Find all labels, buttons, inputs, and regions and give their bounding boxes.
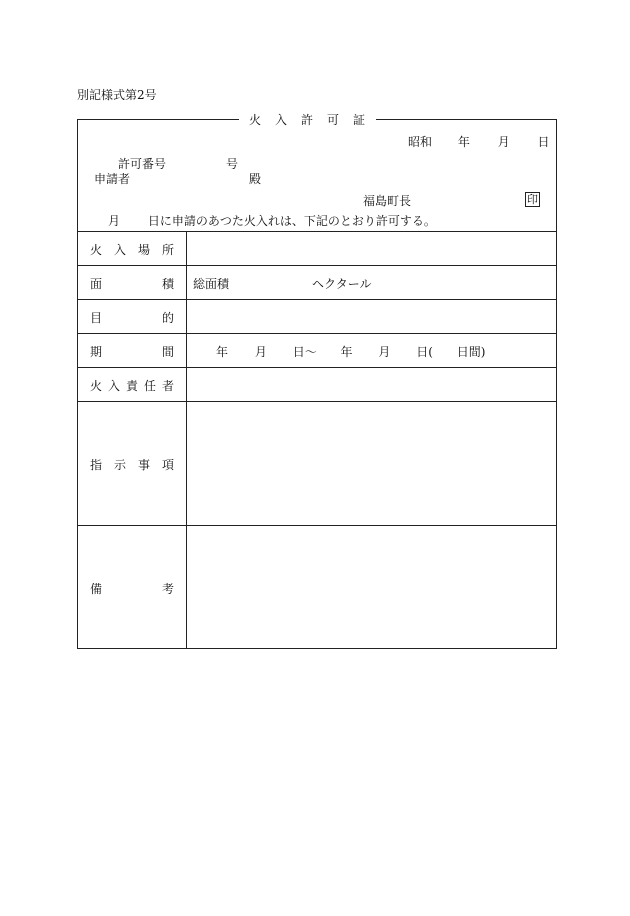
date-month: 月 (497, 135, 510, 149)
issue-date (408, 133, 550, 150)
period-start-year: 年 (216, 345, 229, 359)
label-char: 者 (161, 379, 174, 393)
permit-number-label: 許可番号 (118, 157, 167, 171)
period-start-month: 月 (254, 345, 267, 359)
date-era: 昭和 (408, 135, 433, 149)
applicant-honorific: 殿 (249, 172, 262, 186)
label-char: 間 (161, 345, 174, 359)
row-divider (77, 333, 556, 334)
label-char: 指 (90, 458, 103, 472)
form-number: 別記様式第2号 (77, 88, 157, 102)
row-label-area (90, 275, 174, 292)
area-value-prefix: 総面積 (193, 277, 230, 291)
issuer-name: 福島町長 (363, 194, 412, 208)
row-label-responsible (90, 377, 174, 394)
period-value (216, 343, 485, 360)
label-char: 事 (137, 458, 150, 472)
statement-month: 月 (108, 214, 121, 228)
row-label-period (90, 343, 174, 360)
period-end-month: 月 (378, 345, 391, 359)
period-days: 日間) (456, 345, 486, 359)
remarks-value-cell[interactable] (187, 526, 555, 648)
purpose-value-cell[interactable] (187, 300, 555, 333)
label-char: 任 (143, 379, 156, 393)
responsible-value-cell[interactable] (187, 368, 555, 401)
label-char: 責 (125, 379, 138, 393)
row-label-instructions (90, 456, 174, 473)
label-char: 備 (90, 582, 103, 596)
period-end-day: 日( (416, 345, 433, 359)
label-char: 期 (90, 345, 103, 359)
location-value-cell[interactable] (187, 232, 555, 265)
label-char: 的 (161, 311, 174, 325)
label-char: 面 (90, 277, 103, 291)
period-start-day: 日〜 (292, 345, 317, 359)
statement-body: 日に申請のあつた火入れは、下記のとおり許可する。 (147, 214, 436, 228)
area-value-unit: ヘクタール (312, 277, 372, 291)
permit-number-suffix: 号 (226, 157, 239, 171)
row-label-purpose (90, 309, 174, 326)
row-label-remarks (90, 580, 174, 597)
row-label-location (90, 241, 174, 258)
label-char: 入 (107, 379, 120, 393)
period-end-year: 年 (340, 345, 353, 359)
form-title: 火 入 許 可 証 (249, 113, 367, 127)
date-year: 年 (457, 135, 470, 149)
label-char: 積 (161, 277, 174, 291)
label-char: 火 (90, 379, 103, 393)
label-char: 場 (137, 243, 150, 257)
instructions-value-cell[interactable] (187, 402, 555, 525)
label-char: 所 (161, 243, 174, 257)
label-char: 項 (161, 458, 174, 472)
date-day: 日 (537, 135, 550, 149)
label-char: 入 (113, 243, 126, 257)
label-char: 目 (90, 311, 103, 325)
permit-statement (108, 212, 436, 229)
label-char: 示 (113, 458, 126, 472)
applicant-label: 申請者 (94, 172, 131, 186)
label-char: 火 (90, 243, 103, 257)
row-divider (77, 265, 556, 266)
label-char: 考 (161, 582, 174, 596)
seal-mark: 印 (527, 193, 538, 206)
